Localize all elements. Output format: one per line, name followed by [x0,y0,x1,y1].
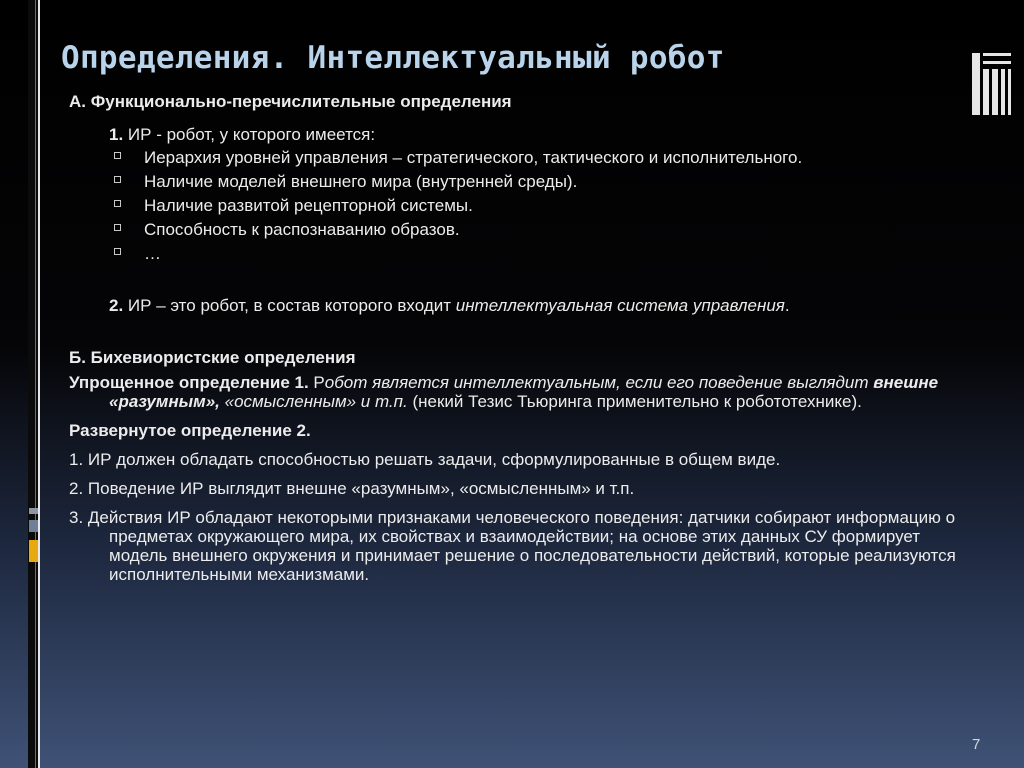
extended-point-2: 2. Поведение ИР выглядит внешне «разумным», «осмысленным» и т.п. [69,479,635,498]
definition-2-emphasis: интеллектуальная система управления [455,296,785,315]
extended-definition-label: Развернутое определение 2. [69,421,311,440]
list-item: Способность к распознаванию образов. [114,220,969,239]
section-b-heading: Б. Бихевиористские определения [69,348,356,367]
simplified-definition-label: Упрощенное определение 1. [69,373,309,392]
extended-point-3: 3. Действия ИР обладают некоторыми признаками человеческого поведения: датчики собирают информацию о предметах окружающего мира, их свойствах и взаимодействии; на основе этих данных СУ формирует модель внешнего окружения и принимает решение о последовательности действий, которые реализуются исполнительными механизмами. [69,508,956,584]
list-item: … [114,244,969,263]
definition-2-number: 2. [109,296,124,315]
square-bullet-icon [114,200,121,207]
definition-1 [109,125,969,144]
square-bullet-icon [114,176,121,183]
section-a-heading: А. Функционально-перечислительные определения [69,92,512,111]
page-number: 7 [972,736,981,753]
definition-1-number: 1. [109,125,124,144]
slide-content [69,92,969,584]
slide-title: Определения. Интеллектуальный робот [61,40,725,76]
list-item: Иерархия уровней управления – стратегического, тактического и исполнительного. [114,148,969,167]
simplified-definition-emphasis: внешне «разумным», [109,373,939,411]
decor-block-gray [29,520,38,532]
decor-block-gold [29,540,38,562]
extended-point-1: 1. ИР должен обладать способностью решать задачи, сформулированные в общем виде. [69,450,781,469]
list-item: Наличие развитой рецепторной системы. [114,196,969,215]
left-vertical-rule [28,0,40,768]
definition-2: 2. ИР – это робот, в состав которого входит интеллектуальная система управления. [109,296,790,315]
square-bullet-icon [114,152,121,159]
definition-1-text: ИР - робот, у которого имеется: [123,125,376,144]
list-item: Наличие моделей внешнего мира (внутренней среды). [114,172,969,191]
simplified-definition: Упрощенное определение 1. Робот является интеллектуальным, если его поведение выглядит внешне «разумным», «осмысленным» и т.п. (некий Тезис Тьюринга применительно к робототехнике). [69,373,939,411]
decor-block-lightgray [29,508,38,514]
feature-bullet-list [69,148,969,263]
stacked-bars-icon [972,53,1011,115]
square-bullet-icon [114,224,121,231]
square-bullet-icon [114,248,121,255]
